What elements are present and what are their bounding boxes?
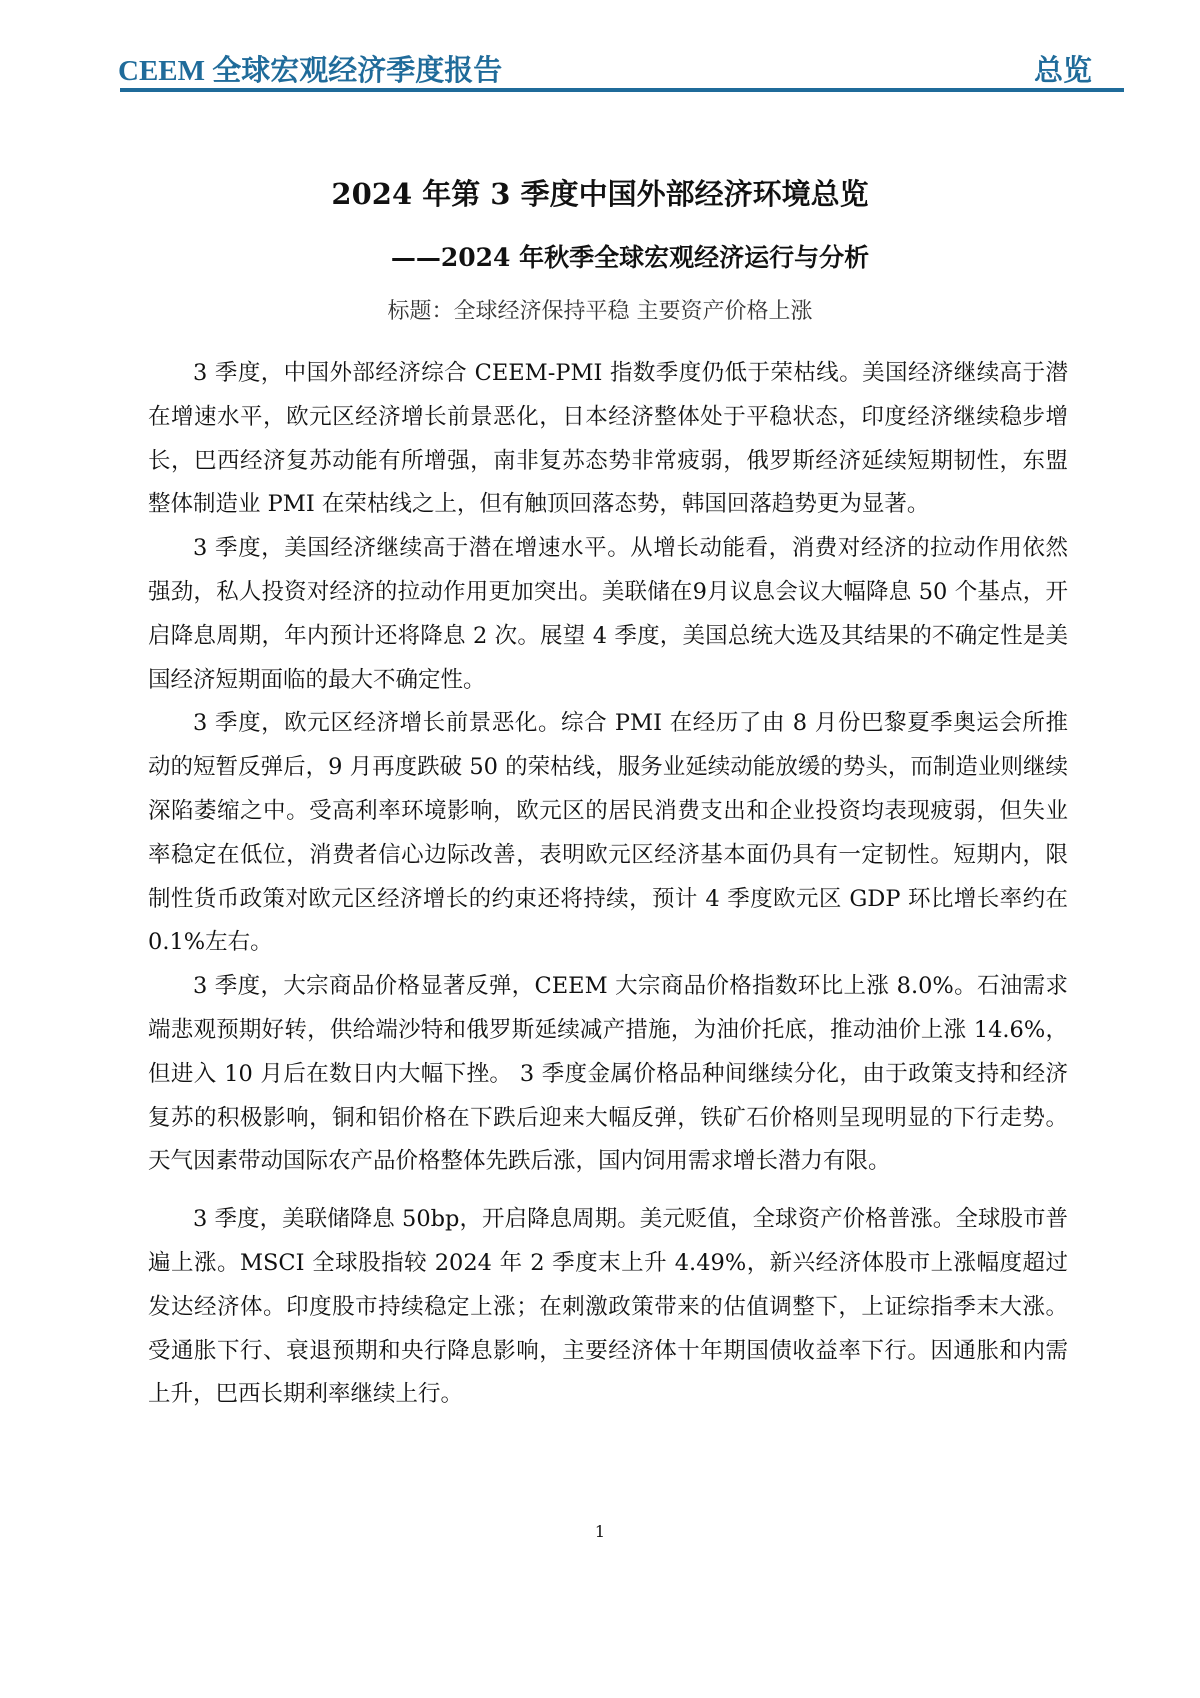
paragraph: 3 季度，美国经济继续高于潜在增速水平。从增长动能看，消费对经济的拉动作用依然强劲，私人投资对经济的拉动作用更加突出。美联储在9月议息会议大幅降息 50 个基点，开启降息周期，年内预计还将降息 2 次。展望 4 季度，美国总统大选及其结果的不确定性是美国经济短期面临的最大不确定性。 (148, 535, 1068, 693)
header-rule (120, 88, 1124, 92)
paragraph: 3 季度，欧元区经济增长前景恶化。综合 PMI 在经历了由 8 月份巴黎夏季奥运会所推动的短暂反弹后，9 月再度跌破 50 的荣枯线，服务业延续动能放缓的势头，而制造业则继续深陷萎缩之中。受高利率环境影响，欧元区的居民消费支出和企业投资均表现疲弱，但失业率稳定在低位，消费者信心边际改善，表明欧元区经济基本面仍具有一定韧性。短期内，限制性货币政策对欧元区经济增长的约束还将持续，预计 4 季度欧元区 GDP 环比增长率约在 0.1%左右。 (148, 710, 1068, 956)
paragraph: 3 季度，中国外部经济综合 CEEM-PMI 指数季度仍低于荣枯线。美国经济继续高于潜在增速水平，欧元区经济增长前景恶化，日本经济整体处于平稳状态，印度经济继续稳步增长，巴西经济复苏动能有所增强，南非复苏态势非常疲弱，俄罗斯经济延续短期韧性，东盟整体制造业 PMI 在荣枯线之上，但有触顶回落态势，韩国回落趋势更为显著。 (148, 360, 1068, 518)
section-label: 总览 (1033, 53, 1092, 87)
page-subtitle: ——2024 年秋季全球宏观经济运行与分析 (390, 243, 870, 272)
report-header-title: CEEM 全球宏观经济季度报告 (118, 55, 503, 87)
page-number: 1 (594, 1522, 606, 1541)
paragraph: 3 季度，大宗商品价格显著反弹，CEEM 大宗商品价格指数环比上涨 8.0%。石油需求端悲观预期好转，供给端沙特和俄罗斯延续减产措施，为油价托底，推动油价上涨 14.6%，但进入 10 月后在数日内大幅下挫。 3 季度金属价格品种间继续分化，由于政策支持和经济复苏的积极影响，铜和铝价格在下跌后迎来大幅反弹，铁矿石价格则呈现明显的下行走势。天气因素带动国际农产品价格整体先跌后涨，国内饲用需求增长潜力有限。 (148, 973, 1068, 1175)
document-body (148, 352, 1068, 1417)
paragraph: 3 季度，美联储降息 50bp，开启降息周期。美元贬值，全球资产价格普涨。全球股市普遍上涨。MSCI 全球股指较 2024 年 2 季度末上升 4.49%，新兴经济体股市上涨幅度超过发达经济体。印度股市持续稳定上涨；在刺激政策带来的估值调整下，上证综指季末大涨。受通胀下行、衰退预期和央行降息影响，主要经济体十年期国债收益率下行。因通胀和内需上升，巴西长期利率继续上行。 (148, 1206, 1068, 1408)
headline-label: 标题：全球经济保持平稳 主要资产价格上涨 (387, 299, 813, 324)
page-title: 2024 年第 3 季度中国外部经济环境总览 (331, 177, 869, 211)
